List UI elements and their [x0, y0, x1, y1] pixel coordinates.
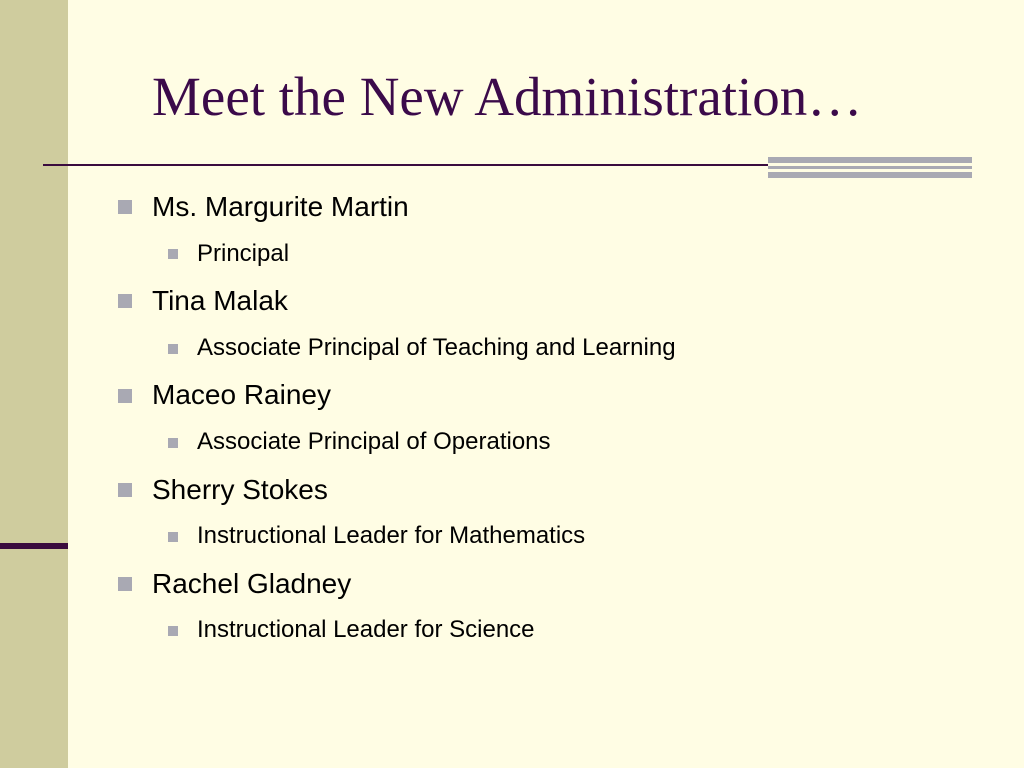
- person-role: Associate Principal of Teaching and Learning: [197, 334, 676, 361]
- person-role: Associate Principal of Operations: [197, 428, 551, 455]
- slide-title: Meet the New Administration…: [152, 66, 863, 127]
- square-bullet-icon: [168, 626, 178, 636]
- square-bullet-icon: [168, 532, 178, 542]
- person-name: Maceo Rainey: [152, 379, 331, 410]
- person-role: Principal: [197, 240, 290, 267]
- person-name: Sherry Stokes: [152, 474, 328, 505]
- square-bullet-icon: [168, 249, 178, 259]
- square-bullet-icon: [118, 294, 132, 308]
- person-name: Ms. Margurite Martin: [152, 191, 409, 222]
- square-bullet-icon: [168, 438, 178, 448]
- person-role: Instructional Leader for Science: [197, 616, 535, 643]
- square-bullet-icon: [118, 483, 132, 497]
- square-bullet-icon: [118, 200, 132, 214]
- square-bullet-icon: [118, 389, 132, 403]
- square-bullet-icon: [118, 577, 132, 591]
- person-name: Rachel Gladney: [152, 568, 352, 599]
- square-bullet-icon: [168, 344, 178, 354]
- person-role: Instructional Leader for Mathematics: [197, 522, 586, 549]
- person-name: Tina Malak: [152, 285, 288, 316]
